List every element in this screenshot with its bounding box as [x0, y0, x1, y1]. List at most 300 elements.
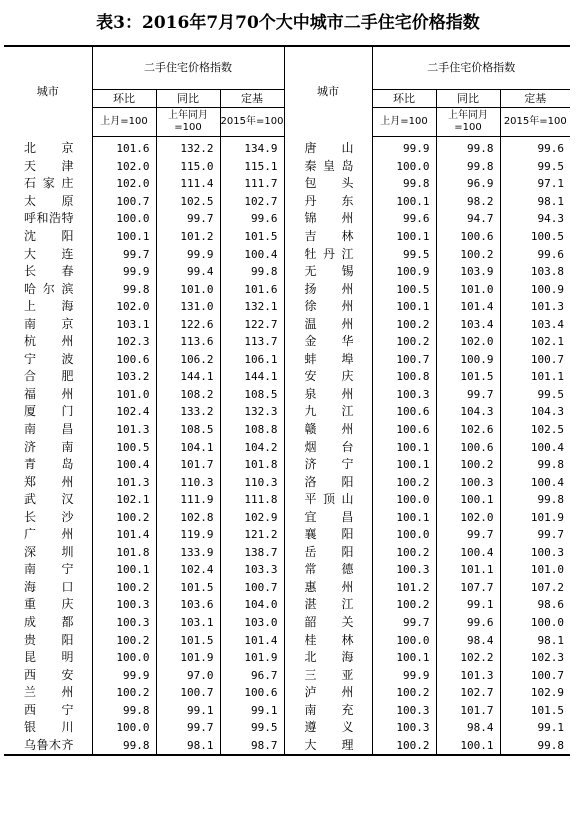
right-fixed-cell: 100.4: [530, 475, 565, 489]
table-title: 表3：2016年7月70个大中城市二手住宅价格指数: [96, 13, 480, 33]
left-fixed-cell: 106.1: [220, 351, 284, 369]
right-mom-cell: 100.2: [372, 737, 436, 756]
right-yoy-cell: 99.6: [436, 614, 500, 632]
right-mom-cell: 99.9: [372, 137, 436, 158]
left-city-cell: 上海: [4, 298, 92, 316]
left-fixed-cell: 101.9: [220, 649, 284, 667]
left-fixed-cell: 115.1: [220, 158, 284, 176]
table-row: [4, 228, 570, 246]
right-mom-cell: 100.2: [372, 544, 436, 562]
right-city-cell: 平顶山: [284, 491, 372, 509]
left-city-cell: 武汉: [4, 491, 92, 509]
left-mom-cell: 103.1: [92, 315, 156, 333]
right-mom-cell: 100.2: [372, 315, 436, 333]
left-city-cell: 乌鲁木齐: [4, 737, 92, 756]
right-yoy-cell: 100.4: [436, 544, 500, 562]
right-mom-cell: 99.9: [372, 666, 436, 684]
right-fixed-cell: 102.1: [530, 335, 565, 349]
left-fixed-cell: 111.7: [220, 175, 284, 193]
left-mom-cell: 100.4: [92, 456, 156, 474]
left-city-cell: 昆明: [4, 649, 92, 667]
left-mom-cell: 101.8: [92, 544, 156, 562]
left-mom-cell: 100.1: [92, 228, 156, 246]
table-row: [4, 684, 570, 702]
right-city-cell: 徐州: [284, 298, 372, 316]
left-fixed-cell: 101.4: [220, 631, 284, 649]
right-yoy-cell: 101.0: [436, 280, 500, 298]
table-row: [4, 631, 570, 649]
right-fixed-cell: 100.7: [530, 352, 565, 366]
right-city-cell: 南充: [284, 702, 372, 720]
left-yoy-cell: 119.9: [156, 526, 220, 544]
left-yoy-cell: 101.9: [156, 649, 220, 667]
table-row: [4, 456, 570, 474]
right-city-cell: 丹东: [284, 193, 372, 211]
right-yoy-cell: 102.6: [436, 421, 500, 439]
right-city-cell: 桂林: [284, 631, 372, 649]
right-fixed-cell: 99.5: [537, 387, 565, 401]
table-body: [4, 137, 570, 756]
left-city-cell: 南京: [4, 315, 92, 333]
left-mom-cell: 101.3: [92, 421, 156, 439]
right-city-cell: 牡丹江: [284, 245, 372, 263]
left-fixed-cell: 108.8: [220, 421, 284, 439]
left-yoy-cell: 99.9: [156, 245, 220, 263]
table-row: [4, 175, 570, 193]
right-city-cell: 扬州: [284, 280, 372, 298]
right-yoy-cell: 99.7: [436, 526, 500, 544]
left-mom-cell: 100.2: [92, 631, 156, 649]
table-row: [4, 473, 570, 491]
table-row: [4, 491, 570, 509]
right-fixed-cell: 99.6: [537, 142, 565, 156]
left-mom-cell: 100.7: [92, 193, 156, 211]
right-fixed-cell: 98.6: [537, 598, 565, 612]
left-mom-cell: 100.2: [92, 579, 156, 597]
left-city-cell: 青岛: [4, 456, 92, 474]
left-fixed-cell: 132.3: [220, 403, 284, 421]
left-fixed-cell: 99.1: [220, 702, 284, 720]
yoy-header-right: 同比: [436, 90, 500, 108]
left-fixed-cell: 138.7: [220, 544, 284, 562]
right-city-cell: 吉林: [284, 228, 372, 246]
right-mom-cell: 100.3: [372, 386, 436, 404]
right-fixed-cell: 103.8: [530, 265, 565, 279]
city-header-left: 城市: [4, 46, 92, 137]
left-city-cell: 福州: [4, 386, 92, 404]
table-row: [4, 666, 570, 684]
table-row: [4, 561, 570, 579]
left-fixed-cell: 99.5: [220, 719, 284, 737]
left-fixed-cell: 100.4: [220, 245, 284, 263]
right-mom-cell: 100.2: [372, 333, 436, 351]
left-city-cell: 杭州: [4, 333, 92, 351]
right-yoy-cell: 100.1: [436, 737, 500, 756]
left-yoy-cell: 102.5: [156, 193, 220, 211]
left-city-cell: 兰州: [4, 684, 92, 702]
right-fixed-cell: 99.8: [537, 493, 565, 507]
right-mom-cell: 99.7: [372, 614, 436, 632]
right-mom-cell: 100.6: [372, 403, 436, 421]
left-city-cell: 广州: [4, 526, 92, 544]
table-row: [4, 596, 570, 614]
right-fixed-cell: 99.1: [537, 721, 565, 735]
left-yoy-cell: 133.9: [156, 544, 220, 562]
right-fixed-cell: 103.4: [530, 317, 565, 331]
left-fixed-cell: 122.7: [220, 315, 284, 333]
fixed-base-right: 2015年=100: [500, 108, 570, 137]
fixed-header-right: 定基: [500, 90, 570, 108]
right-mom-cell: 99.8: [372, 175, 436, 193]
yoy-base-right: 上年同月=100: [436, 108, 500, 137]
left-mom-cell: 102.4: [92, 403, 156, 421]
left-yoy-cell: 132.2: [156, 137, 220, 158]
left-yoy-cell: 99.7: [156, 210, 220, 228]
left-mom-cell: 103.2: [92, 368, 156, 386]
mom-header-right: 环比: [372, 90, 436, 108]
right-yoy-cell: 100.2: [436, 245, 500, 263]
left-fixed-cell: 100.7: [220, 579, 284, 597]
right-city-cell: 北海: [284, 649, 372, 667]
right-fixed-cell: 98.1: [537, 633, 565, 647]
left-city-cell: 合肥: [4, 368, 92, 386]
left-yoy-cell: 100.7: [156, 684, 220, 702]
right-mom-cell: 100.3: [372, 702, 436, 720]
left-yoy-cell: 111.4: [156, 175, 220, 193]
right-city-cell: 金华: [284, 333, 372, 351]
right-city-cell: 九江: [284, 403, 372, 421]
right-mom-cell: 100.2: [372, 473, 436, 491]
left-mom-cell: 99.8: [92, 702, 156, 720]
right-yoy-cell: 101.4: [436, 298, 500, 316]
left-city-cell: 南宁: [4, 561, 92, 579]
left-city-cell: 海口: [4, 579, 92, 597]
left-city-cell: 重庆: [4, 596, 92, 614]
left-city-cell: 深圳: [4, 544, 92, 562]
right-city-cell: 岳阳: [284, 544, 372, 562]
left-yoy-cell: 99.7: [156, 719, 220, 737]
right-fixed-cell: 100.4: [530, 440, 565, 454]
left-city-cell: 济南: [4, 438, 92, 456]
right-mom-cell: 101.2: [372, 579, 436, 597]
table-row: [4, 403, 570, 421]
right-yoy-cell: 100.1: [436, 491, 500, 509]
right-mom-cell: 100.1: [372, 438, 436, 456]
right-city-cell: 大理: [284, 737, 372, 756]
table-row: [4, 526, 570, 544]
yoy-base-left: 上年同月=100: [156, 108, 220, 137]
right-fixed-cell: 101.1: [530, 370, 565, 384]
left-yoy-cell: 97.0: [156, 666, 220, 684]
right-city-cell: 无锡: [284, 263, 372, 281]
table-row: [4, 158, 570, 176]
left-yoy-cell: 122.6: [156, 315, 220, 333]
table-row: [4, 280, 570, 298]
table-row: [4, 702, 570, 720]
right-yoy-cell: 98.4: [436, 631, 500, 649]
left-mom-cell: 101.4: [92, 526, 156, 544]
right-fixed-cell: 101.3: [530, 300, 565, 314]
left-fixed-cell: 103.3: [220, 561, 284, 579]
mom-base-right: 上月=100: [372, 108, 436, 137]
left-mom-cell: 100.0: [92, 649, 156, 667]
price-index-table: [4, 45, 570, 756]
left-mom-cell: 99.9: [92, 666, 156, 684]
right-yoy-cell: 101.1: [436, 561, 500, 579]
left-yoy-cell: 106.2: [156, 351, 220, 369]
table-row: [4, 508, 570, 526]
right-city-cell: 秦皇岛: [284, 158, 372, 176]
right-yoy-cell: 101.7: [436, 702, 500, 720]
left-yoy-cell: 131.0: [156, 298, 220, 316]
right-mom-cell: 100.1: [372, 193, 436, 211]
mom-base-left: 上月=100: [92, 108, 156, 137]
fixed-header-left: 定基: [220, 90, 284, 108]
left-fixed-cell: 104.2: [220, 438, 284, 456]
left-mom-cell: 99.8: [92, 280, 156, 298]
left-fixed-cell: 101.6: [220, 280, 284, 298]
left-city-cell: 郑州: [4, 473, 92, 491]
left-yoy-cell: 101.2: [156, 228, 220, 246]
right-fixed-cell: 101.0: [530, 563, 565, 577]
table-row: [4, 245, 570, 263]
left-city-cell: 南昌: [4, 421, 92, 439]
left-yoy-cell: 99.1: [156, 702, 220, 720]
right-yoy-cell: 102.2: [436, 649, 500, 667]
left-fixed-cell: 108.5: [220, 386, 284, 404]
table-row: [4, 614, 570, 632]
right-fixed-cell: 102.3: [530, 651, 565, 665]
right-yoy-cell: 99.1: [436, 596, 500, 614]
left-mom-cell: 100.5: [92, 438, 156, 456]
left-city-cell: 成都: [4, 614, 92, 632]
left-yoy-cell: 110.3: [156, 473, 220, 491]
left-yoy-cell: 101.5: [156, 579, 220, 597]
right-mom-cell: 99.6: [372, 210, 436, 228]
right-fixed-cell: 100.3: [530, 545, 565, 559]
group-header-left: 二手住宅价格指数: [92, 46, 284, 90]
left-city-cell: 银川: [4, 719, 92, 737]
right-mom-cell: 100.9: [372, 263, 436, 281]
left-yoy-cell: 101.7: [156, 456, 220, 474]
table-row: [4, 351, 570, 369]
right-yoy-cell: 103.9: [436, 263, 500, 281]
left-yoy-cell: 102.8: [156, 508, 220, 526]
right-mom-cell: 100.7: [372, 351, 436, 369]
right-mom-cell: 100.1: [372, 298, 436, 316]
right-city-cell: 韶关: [284, 614, 372, 632]
table-row: [4, 737, 570, 756]
left-city-cell: 石家庄: [4, 175, 92, 193]
table-row: [4, 386, 570, 404]
group-header-right: 二手住宅价格指数: [372, 46, 570, 90]
left-mom-cell: 101.6: [92, 137, 156, 158]
left-city-cell: 厦门: [4, 403, 92, 421]
right-mom-cell: 100.1: [372, 508, 436, 526]
right-fixed-cell: 102.5: [530, 423, 565, 437]
left-mom-cell: 102.0: [92, 175, 156, 193]
right-fixed-cell: 104.3: [530, 405, 565, 419]
left-yoy-cell: 108.2: [156, 386, 220, 404]
left-mom-cell: 100.2: [92, 508, 156, 526]
left-yoy-cell: 103.6: [156, 596, 220, 614]
right-yoy-cell: 96.9: [436, 175, 500, 193]
left-yoy-cell: 111.9: [156, 491, 220, 509]
right-mom-cell: 100.0: [372, 631, 436, 649]
left-yoy-cell: 101.0: [156, 280, 220, 298]
right-yoy-cell: 98.4: [436, 719, 500, 737]
right-yoy-cell: 107.7: [436, 579, 500, 597]
left-mom-cell: 99.8: [92, 737, 156, 756]
left-yoy-cell: 102.4: [156, 561, 220, 579]
right-mom-cell: 100.2: [372, 684, 436, 702]
right-yoy-cell: 98.2: [436, 193, 500, 211]
table-row: [4, 333, 570, 351]
left-city-cell: 长沙: [4, 508, 92, 526]
right-yoy-cell: 101.3: [436, 666, 500, 684]
table-row: [4, 368, 570, 386]
table-row: [4, 719, 570, 737]
left-fixed-cell: 96.7: [220, 666, 284, 684]
right-fixed-cell: 101.9: [530, 510, 565, 524]
left-yoy-cell: 104.1: [156, 438, 220, 456]
left-mom-cell: 102.3: [92, 333, 156, 351]
right-city-cell: 常德: [284, 561, 372, 579]
left-mom-cell: 102.1: [92, 491, 156, 509]
left-mom-cell: 100.3: [92, 614, 156, 632]
left-mom-cell: 100.0: [92, 719, 156, 737]
left-yoy-cell: 103.1: [156, 614, 220, 632]
left-yoy-cell: 113.6: [156, 333, 220, 351]
left-mom-cell: 101.3: [92, 473, 156, 491]
left-yoy-cell: 101.5: [156, 631, 220, 649]
right-mom-cell: 100.0: [372, 526, 436, 544]
right-mom-cell: 100.0: [372, 491, 436, 509]
left-city-cell: 宁波: [4, 351, 92, 369]
left-city-cell: 西宁: [4, 702, 92, 720]
right-yoy-cell: 94.7: [436, 210, 500, 228]
table-row: [4, 649, 570, 667]
left-city-cell: 沈阳: [4, 228, 92, 246]
left-fixed-cell: 121.2: [220, 526, 284, 544]
right-fixed-cell: 94.3: [537, 212, 565, 226]
right-fixed-cell: 102.9: [530, 686, 565, 700]
right-yoy-cell: 101.5: [436, 368, 500, 386]
left-fixed-cell: 102.7: [220, 193, 284, 211]
right-city-cell: 泉州: [284, 386, 372, 404]
right-yoy-cell: 104.3: [436, 403, 500, 421]
left-mom-cell: 100.3: [92, 596, 156, 614]
right-yoy-cell: 99.8: [436, 137, 500, 158]
right-mom-cell: 100.0: [372, 158, 436, 176]
right-yoy-cell: 102.0: [436, 333, 500, 351]
right-mom-cell: 100.1: [372, 228, 436, 246]
right-city-cell: 三亚: [284, 666, 372, 684]
left-city-cell: 天津: [4, 158, 92, 176]
left-city-cell: 长春: [4, 263, 92, 281]
right-yoy-cell: 99.8: [436, 158, 500, 176]
left-city-cell: 西安: [4, 666, 92, 684]
right-fixed-cell: 100.0: [530, 616, 565, 630]
right-yoy-cell: 99.7: [436, 386, 500, 404]
left-mom-cell: 99.9: [92, 263, 156, 281]
right-mom-cell: 100.8: [372, 368, 436, 386]
left-fixed-cell: 99.8: [220, 263, 284, 281]
left-fixed-cell: 101.8: [220, 456, 284, 474]
right-mom-cell: 100.2: [372, 596, 436, 614]
left-yoy-cell: 133.2: [156, 403, 220, 421]
table-row: [4, 210, 570, 228]
left-fixed-cell: 102.9: [220, 508, 284, 526]
right-yoy-cell: 102.0: [436, 508, 500, 526]
right-fixed-cell: 107.2: [530, 580, 565, 594]
right-mom-cell: 99.5: [372, 245, 436, 263]
right-city-cell: 襄阳: [284, 526, 372, 544]
left-mom-cell: 102.0: [92, 298, 156, 316]
left-city-cell: 贵阳: [4, 631, 92, 649]
left-fixed-cell: 98.7: [220, 737, 284, 756]
left-yoy-cell: 99.4: [156, 263, 220, 281]
city-header-right: 城市: [284, 46, 372, 137]
right-fixed-cell: 100.7: [530, 668, 565, 682]
right-mom-cell: 100.5: [372, 280, 436, 298]
left-fixed-cell: 132.1: [220, 298, 284, 316]
right-city-cell: 湛江: [284, 596, 372, 614]
left-yoy-cell: 98.1: [156, 737, 220, 756]
right-city-cell: 蚌埠: [284, 351, 372, 369]
right-fixed-cell: 99.6: [537, 247, 565, 261]
right-yoy-cell: 103.4: [436, 315, 500, 333]
table-row: [4, 193, 570, 211]
left-fixed-cell: 103.0: [220, 614, 284, 632]
right-city-cell: 安庆: [284, 368, 372, 386]
right-fixed-cell: 99.7: [537, 528, 565, 542]
left-fixed-cell: 100.6: [220, 684, 284, 702]
right-fixed-cell: 99.8: [500, 737, 570, 756]
right-mom-cell: 100.6: [372, 421, 436, 439]
left-mom-cell: 100.6: [92, 351, 156, 369]
left-mom-cell: 102.0: [92, 158, 156, 176]
right-mom-cell: 100.1: [372, 456, 436, 474]
table-row: [4, 438, 570, 456]
left-fixed-cell: 110.3: [220, 473, 284, 491]
left-city-cell: 呼和浩特: [4, 210, 92, 228]
table-row: [4, 315, 570, 333]
right-city-cell: 赣州: [284, 421, 372, 439]
right-mom-cell: 100.3: [372, 719, 436, 737]
right-city-cell: 宜昌: [284, 508, 372, 526]
right-yoy-cell: 100.6: [436, 438, 500, 456]
right-fixed-cell: 99.8: [537, 458, 565, 472]
right-fixed-cell: 100.9: [530, 282, 565, 296]
right-city-cell: 洛阳: [284, 473, 372, 491]
left-mom-cell: 100.1: [92, 561, 156, 579]
right-city-cell: 温州: [284, 315, 372, 333]
right-fixed-cell: 101.5: [530, 703, 565, 717]
left-mom-cell: 99.7: [92, 245, 156, 263]
left-yoy-cell: 144.1: [156, 368, 220, 386]
fixed-base-left: 2015年=100: [220, 108, 284, 137]
yoy-header-left: 同比: [156, 90, 220, 108]
right-city-cell: 惠州: [284, 579, 372, 597]
right-fixed-cell: 98.1: [537, 194, 565, 208]
left-yoy-cell: 108.5: [156, 421, 220, 439]
left-fixed-cell: 104.0: [220, 596, 284, 614]
right-yoy-cell: 100.2: [436, 456, 500, 474]
right-yoy-cell: 102.7: [436, 684, 500, 702]
table-row: [4, 298, 570, 316]
mom-header-left: 环比: [92, 90, 156, 108]
